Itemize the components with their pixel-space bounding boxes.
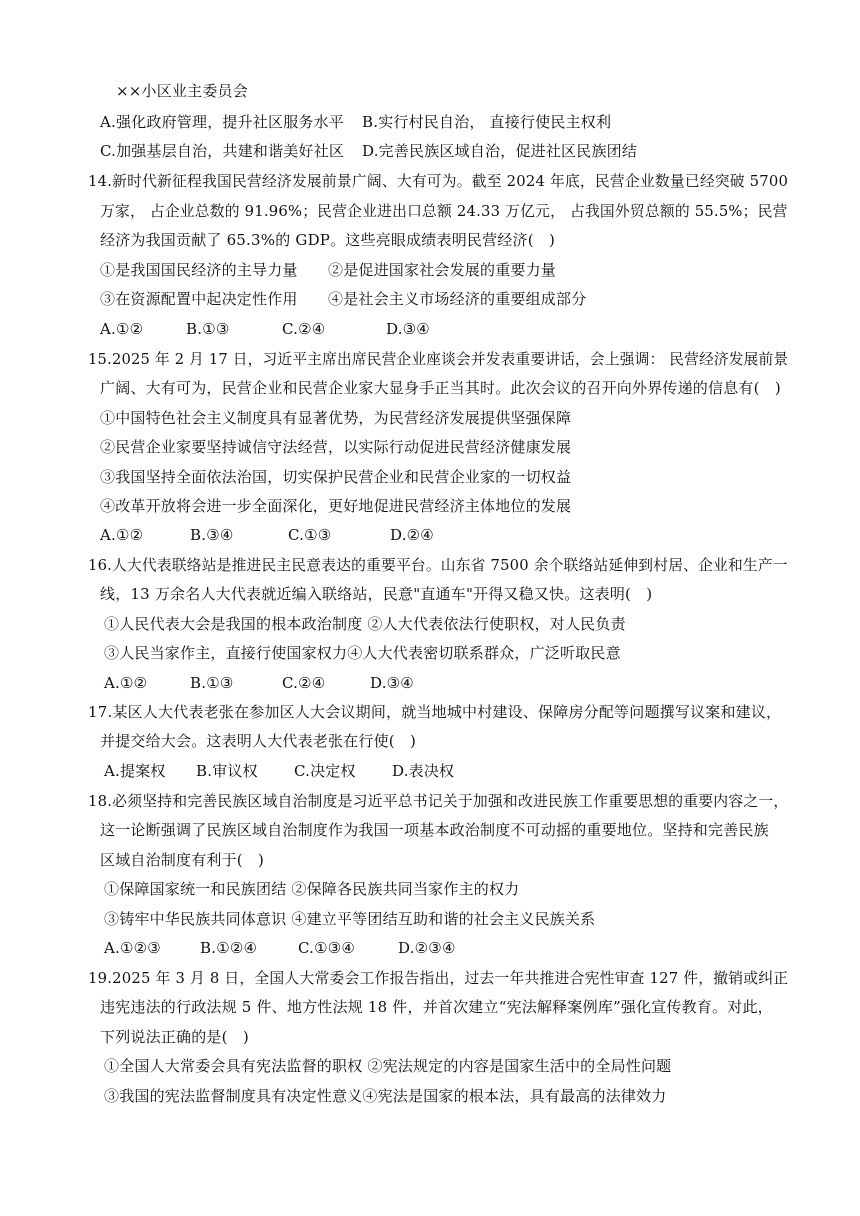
q16-option-b: B.①③ <box>190 674 234 692</box>
q17-stem-line-1: 17.某区人大代表老张在参加区人大会议期间，就当地城中村建设、保障房分配等问题撰写议案和建议， <box>88 703 782 721</box>
q13-options-row-1 <box>100 111 611 133</box>
q15-statement-2: ②民营企业家要坚持诚信守法经营，以实际行动促进民营经济健康发展 <box>100 438 572 456</box>
q17-options <box>104 760 454 782</box>
q14-options <box>100 318 430 340</box>
q14-option-b: B.①③ <box>186 320 230 338</box>
q19-statements-1: ①全国人大常委会具有宪法监督的职权 ②宪法规定的内容是国家生活中的全局性问题 <box>104 1057 672 1075</box>
q15-stem-line-2: 广阔、大有可为，民营企业和民营企业家大显身手正当其时。此次会议的召开向外界传递的信息有( ) <box>100 379 781 397</box>
q16-statements-1: ①人民代表大会是我国的根本政治制度 ②人大代表依法行使职权，对人民负责 <box>104 615 626 633</box>
q19-stem-line-1: 19.2025 年 3 月 8 日，全国人大常委会工作报告指出，过去一年共推进合宪性审查 127 件，撤销或纠正 <box>88 969 789 987</box>
q18-options <box>104 937 456 959</box>
q18-stem-line-2: 这一论断强调了民族区域自治制度作为我国一项基本政治制度不可动摇的重要地位。坚持和完善民族 <box>100 821 769 839</box>
q18-stem-line-3: 区域自治制度有利于( ) <box>100 851 265 869</box>
q18-option-b: B.①②④ <box>200 939 258 957</box>
q14-stem-line-3: 经济为我国贡献了 65.3%的 GDP。这些亮眼成绩表明民营经济( ) <box>100 231 555 249</box>
q16-option-a: A.①② <box>104 674 148 692</box>
q15-statement-1: ①中国特色社会主义制度具有显著优势，为民营经济发展提供坚强保障 <box>100 409 572 427</box>
q14-statements-1: ①是我国国民经济的主导力量 ②是促进国家社会发展的重要力量 <box>100 261 557 279</box>
q14-statements-2: ③在资源配置中起决定性作用 ④是社会主义市场经济的重要组成部分 <box>100 290 587 308</box>
q16-option-d: D.③④ <box>370 674 414 692</box>
q15-statement-4: ④改革开放将会进一步全面深化，更好地促进民营经济主体地位的发展 <box>100 497 572 515</box>
q18-statements-2: ③铸牢中华民族共同体意识 ④建立平等团结互助和谐的社会主义民族关系 <box>104 910 596 928</box>
q16-stem-line-2: 线，13 万余名人大代表就近编入联络站，民意"直通车"开得又稳又快。这表明( ) <box>100 585 653 603</box>
q19-stem-line-3: 下列说法正确的是( ) <box>100 1028 249 1046</box>
q18-stem-line-1: 18.必须坚持和完善民族区域自治制度是习近平总书记关于加强和改进民族工作重要思想的重要内容之一， <box>88 792 789 810</box>
q19-statements-2: ③我国的宪法监督制度具有决定性意义④宪法是国家的根本法，具有最高的法律效力 <box>104 1087 667 1105</box>
q17-option-d: D.表决权 <box>392 762 455 780</box>
q16-statements-2: ③人民当家作主，直接行使国家权力④人大代表密切联系群众，广泛听取民意 <box>104 644 621 662</box>
q14-stem-line-1: 14.新时代新征程我国民营经济发展前景广阔、大有可为。截至 2024 年底，民营企业数量已经突破 5700 <box>88 172 789 190</box>
q13-option-c: C.加强基层自治，共建和谐美好社区 <box>100 142 345 160</box>
q16-stem-line-1: 16.人大代表联络站是推进民主民意表达的重要平台。山东省 7500 余个联络站延伸到村居、企业和生产一 <box>88 556 788 574</box>
q14-option-a: A.①② <box>100 320 144 338</box>
q17-option-c: C.决定权 <box>294 762 356 780</box>
q13-option-a: A.强化政府管理，提升社区服务水平 <box>100 113 345 131</box>
q15-stem-line-1: 15.2025 年 2 月 17 日，习近平主席出席民营企业座谈会并发表重要讲话，会上强调： 民营经济发展前景 <box>88 350 789 368</box>
q15-option-a: A.①② <box>100 526 144 544</box>
q13-option-d: D.完善民族区域自治，促进社区民族团结 <box>362 142 638 160</box>
q18-option-d: D.②③④ <box>398 939 456 957</box>
q15-statement-3: ③我国坚持全面依法治国，切实保护民营企业和民营企业家的一切权益 <box>100 468 572 486</box>
q15-option-d: D.②④ <box>390 526 434 544</box>
q13-option-b: B.实行村民自治， 直接行使民主权利 <box>362 113 612 131</box>
q15-option-b: B.③④ <box>190 526 234 544</box>
q14-option-d: D.③④ <box>386 320 430 338</box>
q16-option-c: C.②④ <box>282 674 326 692</box>
q15-option-c: C.①③ <box>288 526 332 544</box>
committee-option-text: ××小区业主委员会 <box>116 82 248 100</box>
q17-option-b: B.审议权 <box>196 762 258 780</box>
q14-option-c: C.②④ <box>282 320 326 338</box>
q19-stem-line-2: 违宪违法的行政法规 5 件、地方性法规 18 件，并首次建立“宪法解释案例库”强化宣传教育。对此， <box>100 998 773 1016</box>
q16-options <box>104 672 414 694</box>
q17-stem-line-2: 并提交给大会。这表明人大代表老张在行使( ) <box>100 732 417 750</box>
q18-option-c: C.①③④ <box>298 939 356 957</box>
q15-options <box>100 524 434 546</box>
q13-options-row-2 <box>100 140 637 162</box>
q17-option-a: A.提案权 <box>104 762 166 780</box>
q14-stem-line-2: 万家， 占企业总数的 91.96%；民营企业进出口总额 24.33 万亿元， 占我国外贸总额的 55.5%；民营 <box>100 202 788 220</box>
q18-statements-1: ①保障国家统一和民族团结 ②保障各民族共同当家作主的权力 <box>104 880 520 898</box>
q18-option-a: A.①②③ <box>104 939 161 957</box>
